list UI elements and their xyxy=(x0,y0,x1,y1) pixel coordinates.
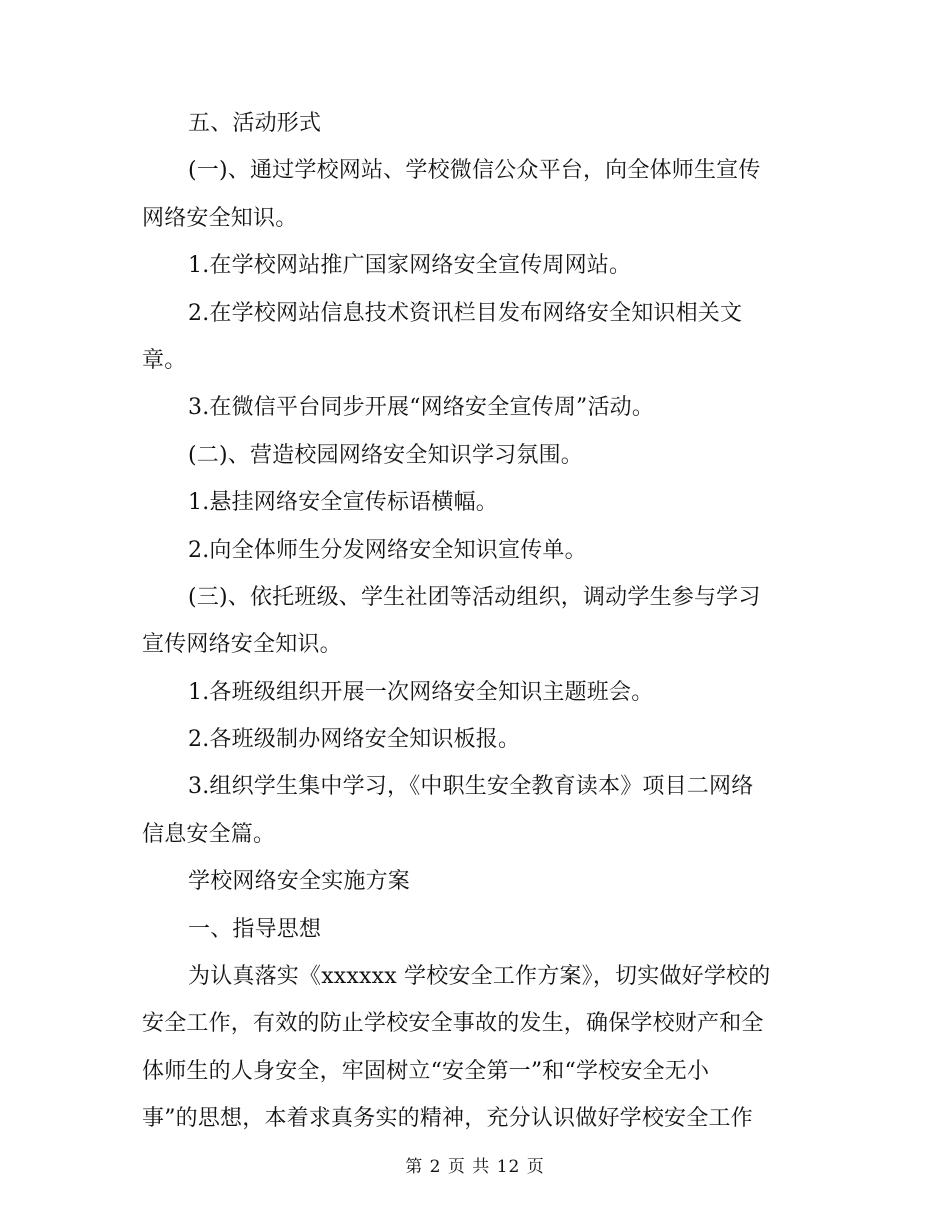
text-line: 为认真落实《xxxxxx 学校安全工作方案》，切实做好学校的 xyxy=(188,964,771,990)
text-line: 2.各班级制办网络安全知识板报。 xyxy=(188,727,521,753)
text-line: (一)、通过学校网站、学校微信公众平台，向全体师生宣传 xyxy=(188,158,761,184)
text-line: 3.组织学生集中学习，《中职生安全教育读本》项目二网络 xyxy=(188,774,754,800)
text-line: (二)、营造校园网络安全知识学习氛围。 xyxy=(188,442,583,468)
text-line: 1.各班级组织开展一次网络安全知识主题班会。 xyxy=(188,679,654,705)
text-line: 信息安全篇。 xyxy=(142,821,276,847)
text-line: (三)、依托班级、学生社团等活动组织，调动学生参与学习 xyxy=(188,584,761,610)
text-line: 3.在微信平台同步开展“网络安全宣传周”活动。 xyxy=(188,395,655,421)
document-body xyxy=(142,100,797,1143)
text-line: 五、活动形式 xyxy=(188,111,322,136)
text-line: 宣传网络安全知识。 xyxy=(142,632,342,658)
text-line: 1.在学校网站推广国家网络安全宣传周网站。 xyxy=(188,253,632,279)
text-line: 网络安全知识。 xyxy=(142,205,298,231)
text-line: 体师生的人身安全，牢固树立“安全第一”和“学校安全无小 xyxy=(142,1058,710,1084)
text-line: 章。 xyxy=(142,347,187,373)
text-line: 一、指导思想 xyxy=(188,916,322,942)
text-line: 2.在学校网站信息技术资讯栏目发布网络安全知识相关文 xyxy=(188,300,743,326)
text-line: 安全工作，有效的防止学校安全事故的发生，确保学校财产和全 xyxy=(142,1011,764,1037)
text-line: 学校网络安全实施方案 xyxy=(188,869,411,895)
text-line: 2.向全体师生分发网络安全知识宣传单。 xyxy=(188,537,587,563)
text-line: 1.悬挂网络安全宣传标语横幅。 xyxy=(188,490,498,516)
text-line: 事”的思想，本着求真务实的精神，充分认识做好学校安全工作 xyxy=(142,1106,753,1132)
page-footer: 第 2 页 共 12 页 xyxy=(405,1157,545,1177)
